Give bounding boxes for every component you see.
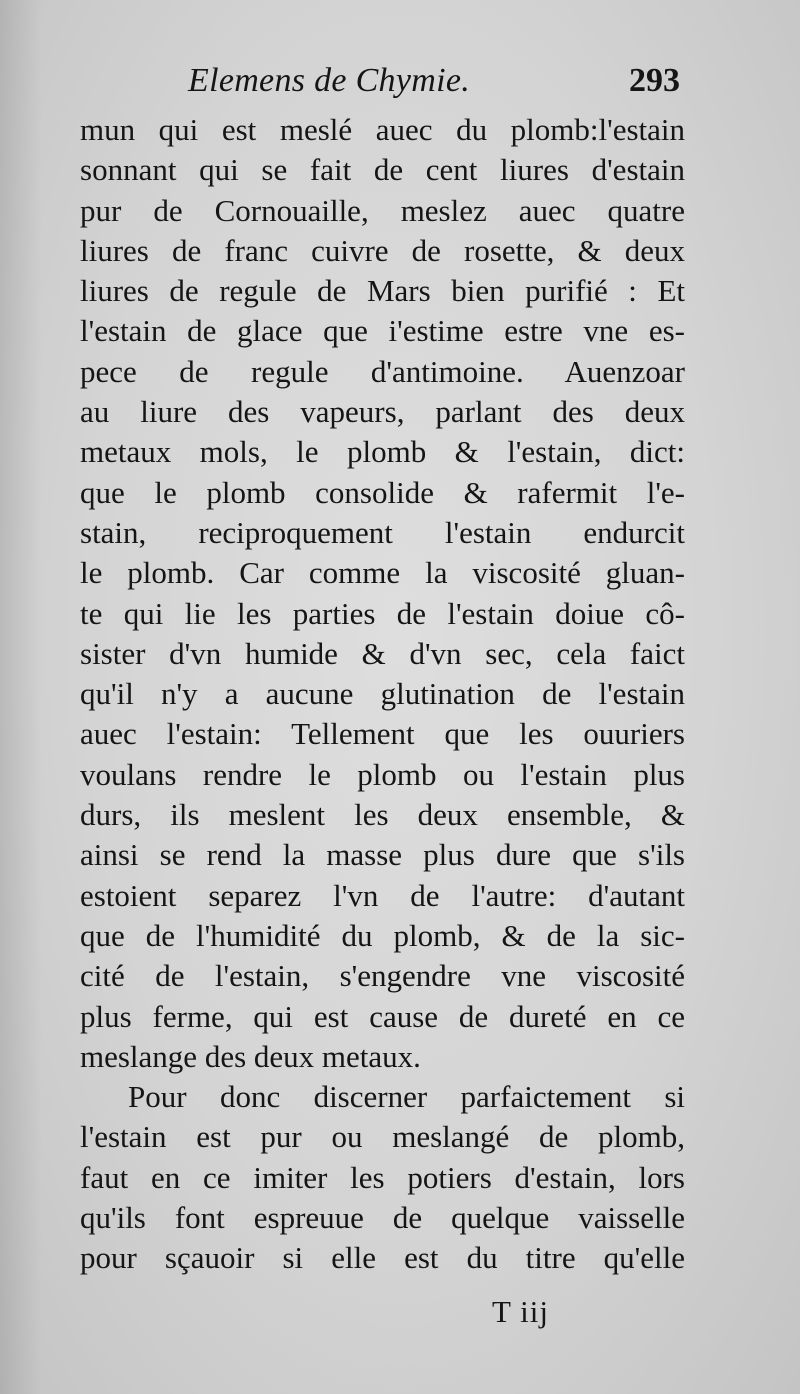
text-line: que de l'humidité du plomb, & de la sic- xyxy=(80,917,685,953)
text-line: Pour donc discerner parfaictement si xyxy=(128,1079,685,1115)
text-line: mun qui est meslé auec du plomb:l'estain xyxy=(80,112,685,147)
text-line: cité de l'estain, s'engendre vne viscosité xyxy=(80,958,685,994)
body-text xyxy=(80,110,685,1279)
text-line: durs, ils meslent les deux ensemble, & xyxy=(80,797,685,833)
text-line: que le plomb consolide & rafermit l'e- xyxy=(80,474,685,510)
text-line: au liure des vapeurs, parlant des deux xyxy=(80,394,685,430)
text-line: le plomb. Car comme la viscosité gluan- xyxy=(80,555,685,591)
text-line: plus ferme, qui est cause de dureté en ce xyxy=(80,998,685,1034)
text-line: faut en ce imiter les potiers d'estain, lors xyxy=(80,1159,685,1195)
text-line: estoient separez l'vn de l'autre: d'autant xyxy=(80,877,685,913)
binding-shadow xyxy=(0,0,42,1394)
text-line: stain, reciproquement l'estain endurcit xyxy=(80,514,685,550)
text-line: pur de Cornouaille, meslez auec quatre xyxy=(80,192,685,228)
text-line: qu'ils font espreuue de quelque vaisselle xyxy=(80,1200,685,1236)
text-line: metaux mols, le plomb & l'estain, dict: xyxy=(80,434,685,470)
page-number: 293 xyxy=(629,62,680,99)
text-line: auec l'estain: Tellement que les ouuriers xyxy=(80,716,685,752)
text-line: pece de regule d'antimoine. Auenzoar xyxy=(80,353,685,389)
text-line: sister d'vn humide & d'vn sec, cela faict xyxy=(80,635,685,671)
text-line: qu'il n'y a aucune glutination de l'estain xyxy=(80,676,685,712)
page-header xyxy=(80,62,680,112)
text-line: l'estain est pur ou meslangé de plomb, xyxy=(80,1119,685,1155)
text-line: pour sçauoir si elle est du titre qu'elle xyxy=(80,1240,685,1276)
signature-mark: T iij xyxy=(492,1294,549,1329)
text-line: te qui lie les parties de l'estain doiue cô- xyxy=(80,595,685,631)
text-line: meslange des deux metaux. xyxy=(80,1038,421,1074)
text-line: l'estain de glace que i'estime estre vne es- xyxy=(80,313,685,349)
text-line: voulans rendre le plomb ou l'estain plus xyxy=(80,756,685,792)
running-title: Elemens de Chymie. xyxy=(188,62,471,99)
text-line: sonnant qui se fait de cent liures d'estain xyxy=(80,152,685,188)
text-line: ainsi se rend la masse plus dure que s'ils xyxy=(80,837,685,873)
text-line: liures de regule de Mars bien purifié : Et xyxy=(80,273,685,309)
text-line: liures de franc cuivre de rosette, & deux xyxy=(80,232,685,268)
